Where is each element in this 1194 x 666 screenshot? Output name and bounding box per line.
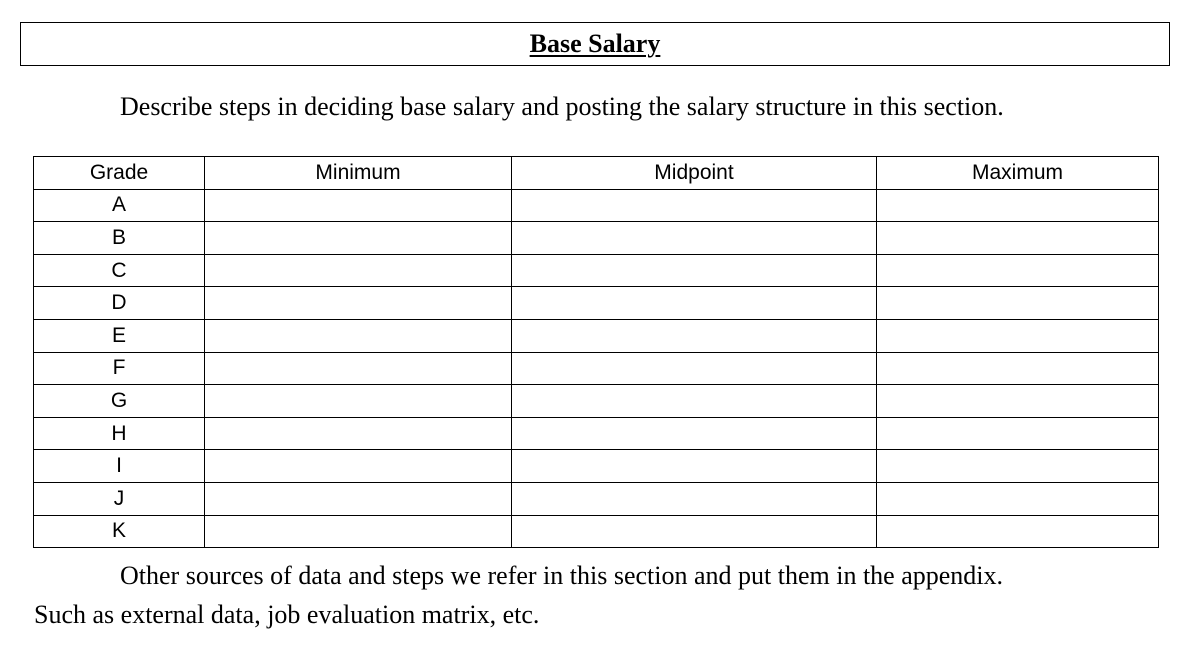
table-row — [34, 482, 1159, 515]
cell-minimum[interactable] — [205, 222, 512, 255]
header-midpoint: Midpoint — [512, 157, 877, 190]
cell-midpoint[interactable] — [512, 515, 877, 548]
cell-maximum[interactable] — [877, 385, 1159, 418]
cell-grade: K — [34, 515, 205, 548]
table-row — [34, 515, 1159, 548]
cell-grade: A — [34, 189, 205, 222]
footer-paragraph-line-1: Other sources of data and steps we refer in this section and put them in the appendix. — [120, 561, 1004, 590]
cell-minimum[interactable] — [205, 515, 512, 548]
cell-grade: E — [34, 319, 205, 352]
table-row — [34, 319, 1159, 352]
cell-midpoint[interactable] — [512, 417, 877, 450]
cell-grade: D — [34, 287, 205, 320]
cell-maximum[interactable] — [877, 319, 1159, 352]
page-title: Base Salary — [529, 29, 661, 58]
table-row — [34, 189, 1159, 222]
cell-grade: B — [34, 222, 205, 255]
cell-minimum[interactable] — [205, 189, 512, 222]
cell-midpoint[interactable] — [512, 222, 877, 255]
cell-midpoint[interactable] — [512, 450, 877, 483]
cell-maximum[interactable] — [877, 287, 1159, 320]
header-minimum: Minimum — [205, 157, 512, 190]
cell-maximum[interactable] — [877, 254, 1159, 287]
header-grade: Grade — [34, 157, 205, 190]
cell-grade: F — [34, 352, 205, 385]
cell-maximum[interactable] — [877, 352, 1159, 385]
cell-minimum[interactable] — [205, 385, 512, 418]
cell-maximum[interactable] — [877, 482, 1159, 515]
salary-grade-table — [33, 156, 1159, 548]
table-header-row — [34, 157, 1159, 190]
cell-minimum[interactable] — [205, 287, 512, 320]
cell-midpoint[interactable] — [512, 482, 877, 515]
cell-maximum[interactable] — [877, 450, 1159, 483]
table-row — [34, 287, 1159, 320]
table-row — [34, 417, 1159, 450]
cell-minimum[interactable] — [205, 319, 512, 352]
table-body — [34, 189, 1159, 548]
cell-midpoint[interactable] — [512, 319, 877, 352]
cell-grade: J — [34, 482, 205, 515]
cell-grade: I — [34, 450, 205, 483]
cell-midpoint[interactable] — [512, 189, 877, 222]
footer-paragraph-line-2: Such as external data, job evaluation matrix, etc. — [34, 600, 540, 629]
cell-maximum[interactable] — [877, 189, 1159, 222]
cell-midpoint[interactable] — [512, 385, 877, 418]
cell-maximum[interactable] — [877, 515, 1159, 548]
table-row — [34, 254, 1159, 287]
table-row — [34, 352, 1159, 385]
cell-minimum[interactable] — [205, 417, 512, 450]
table-row — [34, 450, 1159, 483]
intro-paragraph: Describe steps in deciding base salary and posting the salary structure in this section. — [120, 92, 1004, 121]
cell-midpoint[interactable] — [512, 352, 877, 385]
cell-grade: G — [34, 385, 205, 418]
cell-midpoint[interactable] — [512, 254, 877, 287]
cell-maximum[interactable] — [877, 417, 1159, 450]
cell-grade: H — [34, 417, 205, 450]
cell-maximum[interactable] — [877, 222, 1159, 255]
cell-minimum[interactable] — [205, 482, 512, 515]
title-box — [20, 22, 1170, 66]
table-row — [34, 222, 1159, 255]
cell-minimum[interactable] — [205, 352, 512, 385]
cell-grade: C — [34, 254, 205, 287]
cell-minimum[interactable] — [205, 450, 512, 483]
cell-minimum[interactable] — [205, 254, 512, 287]
table-row — [34, 385, 1159, 418]
cell-midpoint[interactable] — [512, 287, 877, 320]
header-maximum: Maximum — [877, 157, 1159, 190]
